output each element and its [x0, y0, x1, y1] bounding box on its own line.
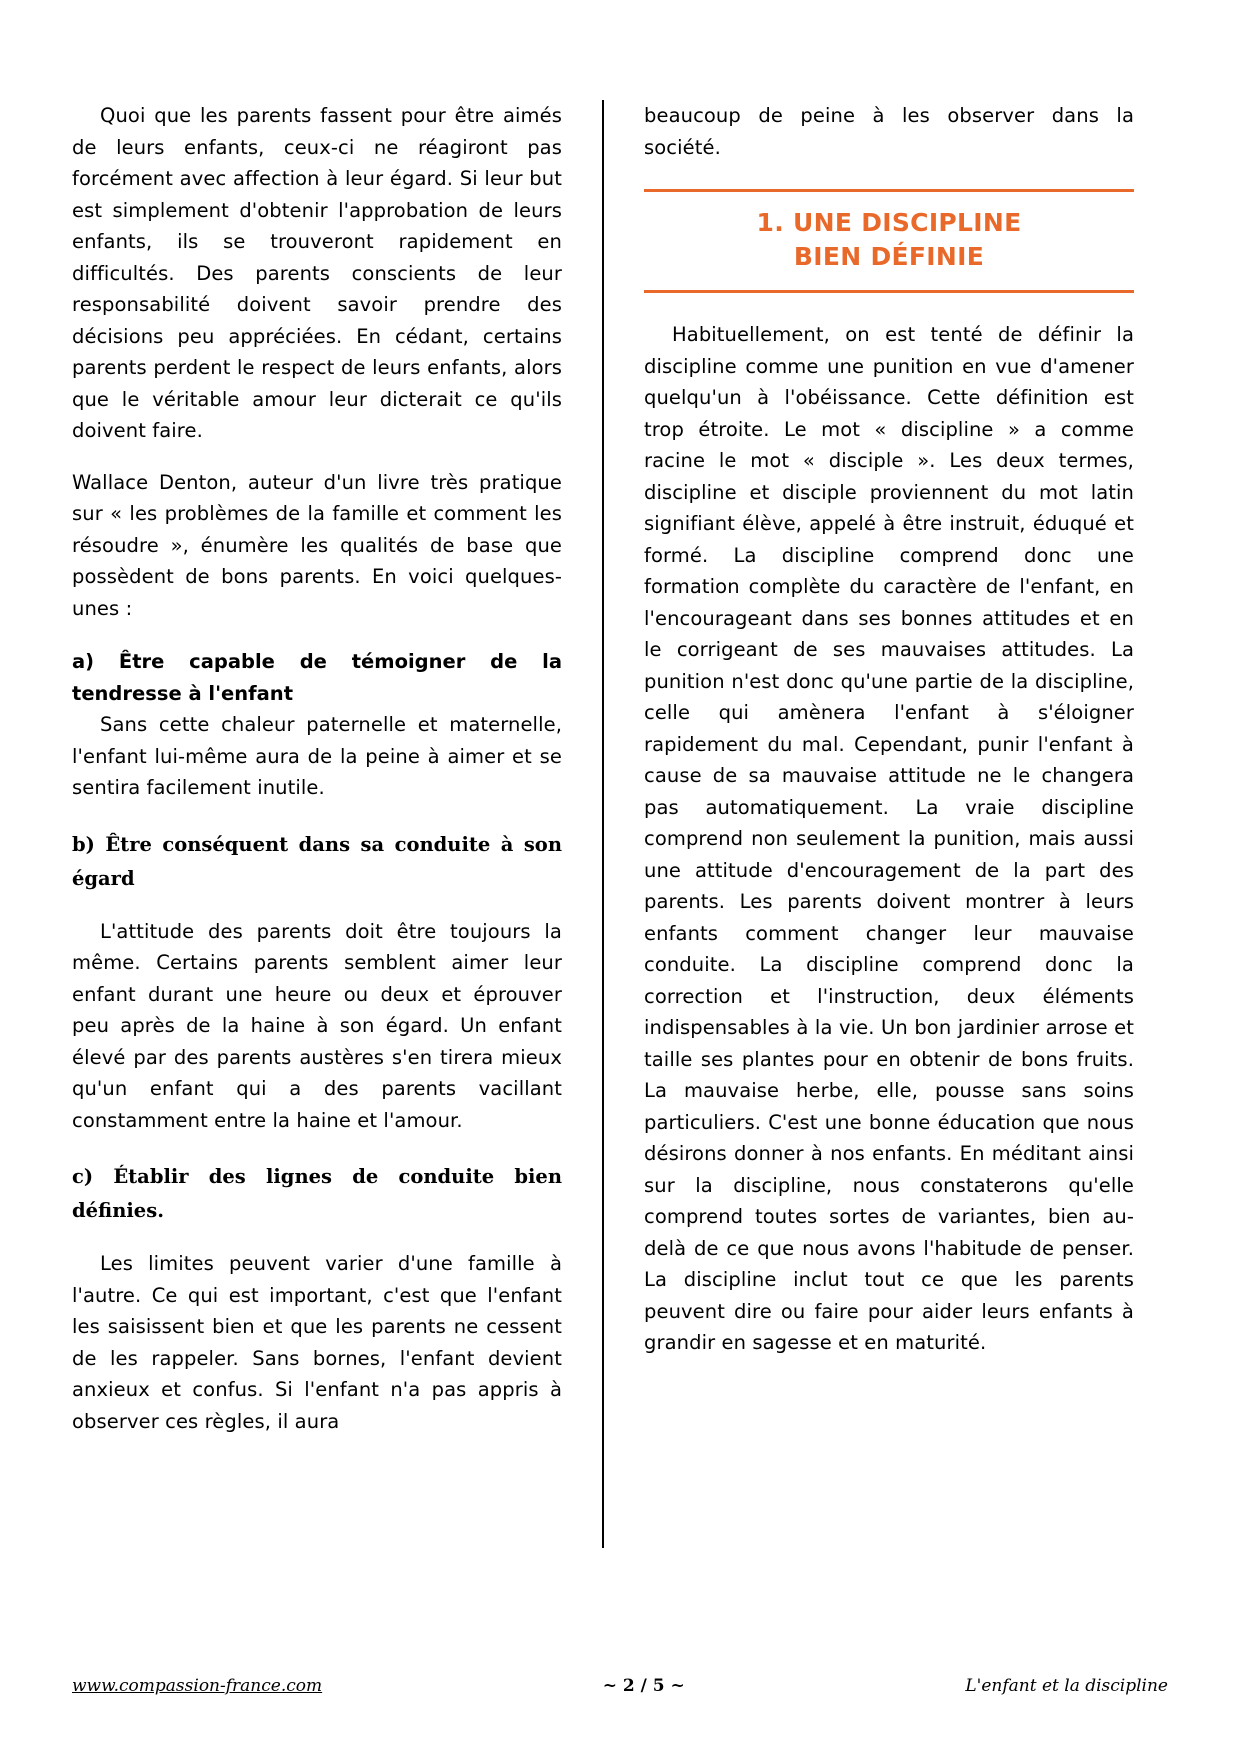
footer-page-number: ~ 2 / 5 ~ — [602, 1676, 685, 1696]
heading-item-a: a) Être capable de témoigner de la tendresse à l'enfant — [72, 650, 562, 705]
footer-website-link[interactable]: www.compassion-france.com — [72, 1676, 323, 1696]
paragraph-wallace-denton: Wallace Denton, auteur d'un livre très pratique sur « les problèmes de la famille et comment les résoudre », énumère les qualités de base que possèdent de bons parents. En voici quelques-unes : — [72, 470, 562, 620]
section-title-line-1: 1. UNE DISCIPLINE — [756, 208, 1022, 237]
left-column — [72, 100, 590, 1600]
page-footer — [72, 1676, 1168, 1696]
right-column — [616, 100, 1134, 1600]
heading-item-c: c) Établir des lignes de conduite bien définies. — [72, 1165, 562, 1222]
paragraph-item-b: L'attitude des parents doit être toujours la même. Certains parents semblent aimer leur enfant durant une heure ou deux et éprouver peu après de la haine à son égard. Un enfant élevé par des parents austères s'en tirera mieux qu'un enfant qui a des parents vacillant constamment entre la haine et l'amour. — [72, 919, 562, 1132]
paragraph-item-c: Les limites peuvent varier d'une famille à l'autre. Ce qui est important, c'est que l'enfant les saisissent bien et que les parents ne cessent de les rappeler. Sans bornes, l'enfant devient anxieux et confus. Si l'enfant n'a pas appris à observer ces règles, il aura — [72, 1252, 562, 1433]
two-column-layout — [72, 100, 1168, 1600]
heading-item-b: b) Être conséquent dans sa conduite à son égard — [72, 832, 562, 890]
paragraph-intro: Quoi que les parents fassent pour être aimés de leurs enfants, ceux-ci ne réagiront pas forcément avec affection à leur égard. Si leur but est simplement d'obtenir l'approbation de leurs enfants, ils se trouveront rapidement en difficultés. Des parents conscients de leur responsabilité doivent savoir prendre des décisions peu appréciées. En cédant, certains parents perdent le respect de leurs enfants, alors que le véritable amour leur dicterait ce qu'ils doivent faire. — [72, 104, 562, 442]
paragraph-continuation: beaucoup de peine à les observer dans la société. — [644, 104, 1134, 159]
paragraph-item-a: Sans cette chaleur paternelle et maternelle, l'enfant lui-même aura de la peine à aimer et se sentira facilement inutile. — [72, 713, 562, 799]
section-heading-block — [644, 189, 1134, 293]
section-title-line-2: BIEN DÉFINIE — [793, 242, 985, 271]
paragraph-discipline-definition: Habituellement, on est tenté de définir la discipline comme une punition en vue d'amener quelqu'un à l'obéissance. Cette définition est trop étroite. Le mot « discipline » a comme racine le mot « disciple ». Les deux termes, discipline et disciple proviennent du mot latin signifiant élève, appelé à être instruit, éduqué et formé. La discipline comprend donc une formation complète du caractère de l'enfant, en l'encourageant dans ses bonnes attitudes et en le corrigeant de ses mauvaises attitudes. La punition n'est donc qu'une partie de la discipline, celle qui amènera l'enfant à s'éloigner rapidement du mal. Cependant, punir l'enfant à cause de sa mauvaise attitude ne le changera pas automatiquement. La vraie discipline comprend non seulement la punition, mais aussi une attitude d'encouragement de la part des parents. Les parents doivent montrer à leurs enfants comment changer leur mauvaise conduite. La discipline comprend donc la correction et l'instruction, deux éléments indispensables à la vie. Un bon jardinier arrose et taille ses plantes pour en obtenir de bons fruits. La mauvaise herbe, elle, pousse sans soins particuliers. C'est une bonne éducation que nous désirons donner à nos enfants. En méditant ainsi sur la discipline, nous constaterons qu'elle comprend toutes sortes de variantes, bien au-delà de ce que nous avons l'habitude de penser. La discipline inclut tout ce que les parents peuvent dire ou faire pour aider leurs enfants à grandir en sagesse et en maturité. — [644, 323, 1134, 1354]
column-divider — [602, 100, 604, 1548]
footer-document-title: L'enfant et la discipline — [965, 1676, 1168, 1696]
